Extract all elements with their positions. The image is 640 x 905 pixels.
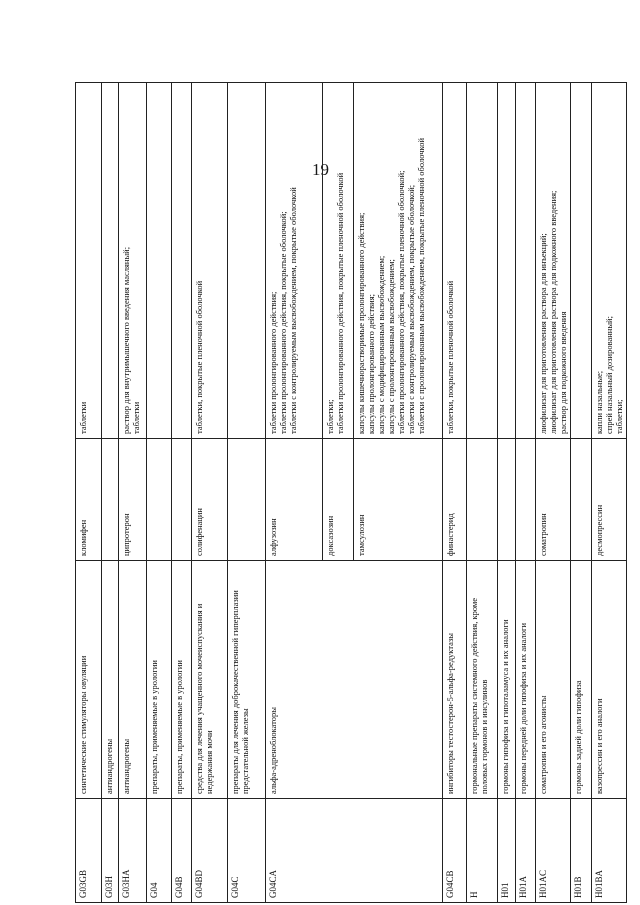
group-cell: [266, 561, 443, 799]
group-name: синтетические стимуляторы овуляции: [78, 655, 88, 794]
dosage-form: спрей назальный дозированный;: [604, 316, 614, 434]
inn-cell: [76, 439, 102, 561]
atc-code: G04: [149, 882, 159, 898]
group-name: вазопрессин и его аналоги: [594, 698, 604, 794]
table-row: [228, 83, 266, 903]
group-name: альфа-адреноблокаторы: [268, 707, 278, 794]
forms-cell: [119, 83, 147, 439]
atc-code-cell: [571, 799, 592, 903]
group-cell: [592, 561, 627, 799]
table-row: [592, 83, 627, 903]
inn-cell: [266, 439, 443, 561]
forms-subcell: [266, 83, 323, 438]
dosage-form: таблетки с контролируемым высвобождением, покрытые оболочкой;: [406, 184, 416, 434]
table-row: [571, 83, 592, 903]
dosage-form: таблетки пролонгированного действия, покрытые пленочной оболочкой;: [396, 170, 406, 434]
group-name: средства для лечения учащенного мочеиспускания и недержания мочи: [194, 603, 214, 794]
group-cell: [516, 561, 536, 799]
dosage-form: лиофилизат для приготовления раствора для инъекций;: [538, 233, 548, 434]
forms-cell: [192, 83, 228, 439]
inn-cell: [571, 439, 592, 561]
atc-code: H01B: [573, 876, 583, 898]
inn-name: ципротерон: [121, 513, 131, 556]
inn-cell: [119, 439, 147, 561]
group-cell: [192, 561, 228, 799]
table-row: [147, 83, 172, 903]
group-name: препараты для лечения доброкачественной гиперплазии предстательной железы: [230, 590, 250, 794]
forms-cell: [498, 83, 516, 439]
group-name: антиандрогены: [104, 738, 114, 794]
inn-name: доксазозин: [325, 515, 335, 556]
table-row: [172, 83, 192, 903]
dosage-form: таблетки пролонгированного действия, покрытые пленочной оболочкой: [335, 172, 345, 434]
atc-code-cell: [516, 799, 536, 903]
atc-code: G03GB: [78, 869, 88, 898]
inn-cell: [228, 439, 266, 561]
inn-subcell: [266, 439, 323, 560]
atc-code: G04BD: [194, 869, 204, 898]
group-cell: [467, 561, 498, 799]
atc-code: H01A: [518, 876, 528, 898]
dosage-form: капли назальные;: [594, 370, 604, 434]
atc-code-cell: [467, 799, 498, 903]
table-row: [536, 83, 571, 903]
table-row: [192, 83, 228, 903]
group-cell: [536, 561, 571, 799]
group-name: соматропин и его агонисты: [538, 695, 548, 794]
dosage-form: капсулы с пролонгированным высвобождением;: [386, 259, 396, 434]
dosage-form: раствор для внутримышечного введения масляный;: [121, 246, 131, 434]
inn-name: алфузозин: [268, 518, 278, 556]
atc-code-cell: [172, 799, 192, 903]
atc-code: H01AC: [538, 869, 548, 898]
inn-name: солифенацин: [194, 508, 204, 556]
group-name: гормоны гипофиза и гипоталамуса и их аналоги: [500, 619, 510, 794]
atc-code-cell: [443, 799, 467, 903]
inn-cell: [192, 439, 228, 561]
table-row: [102, 83, 119, 903]
group-cell: [147, 561, 172, 799]
forms-cell: [592, 83, 627, 439]
inn-name: десмопрессин: [594, 504, 604, 556]
table-row: [266, 83, 443, 903]
table-row: [76, 83, 102, 903]
dosage-form: таблетки пролонгированного действия, покрытые оболочкой;: [278, 211, 288, 434]
forms-cell: [536, 83, 571, 439]
table-row: [516, 83, 536, 903]
group-cell: [102, 561, 119, 799]
atc-code: G04CB: [445, 870, 455, 898]
group-cell: [228, 561, 266, 799]
forms-cell: [467, 83, 498, 439]
inn-subcell: [354, 439, 442, 560]
table-row: [498, 83, 516, 903]
group-name: гормональные препараты системного действия, кроме половых гормонов и инсулинов: [469, 597, 489, 794]
inn-cell: [467, 439, 498, 561]
dosage-form: раствор для подкожного введения: [558, 311, 568, 434]
group-cell: [498, 561, 516, 799]
atc-code: H01BA: [594, 869, 604, 898]
forms-cell: [228, 83, 266, 439]
dosage-form: таблетки, покрытые пленочной оболочкой: [445, 280, 455, 434]
inn-cell: [147, 439, 172, 561]
page-number: 19: [312, 160, 329, 179]
dosage-form: капсулы пролонгированного действия;: [366, 294, 376, 434]
inn-name: финастерид: [445, 513, 455, 556]
group-cell: [571, 561, 592, 799]
group-name: препараты, применяемые в урологии: [149, 660, 159, 794]
rotated-table: [75, 83, 624, 903]
atc-code-cell: [76, 799, 102, 903]
group-name: антиандрогены: [121, 738, 131, 794]
group-name: ингибиторы тестостерон-5-альфа-редуктазы: [445, 633, 455, 794]
atc-code-cell: [147, 799, 172, 903]
forms-cell: [266, 83, 443, 439]
group-cell: [119, 561, 147, 799]
group-name: препараты, применяемые в урологии: [174, 660, 184, 794]
dosage-form: таблетки пролонгированного действия;: [268, 291, 278, 434]
dosage-form: лиофилизат для приготовления раствора для подкожного введения;: [548, 190, 558, 434]
forms-subcell: [354, 83, 442, 438]
inn-cell: [536, 439, 571, 561]
atc-code-cell: [498, 799, 516, 903]
dosage-form: таблетки;: [325, 399, 335, 434]
dosage-form: таблетки с контролируемым высвобождением, покрытые оболочкой: [288, 187, 298, 434]
atc-code-cell: [228, 799, 266, 903]
forms-cell: [147, 83, 172, 439]
atc-code-cell: [192, 799, 228, 903]
atc-code-cell: [592, 799, 627, 903]
table-row: [443, 83, 467, 903]
table-row: [119, 83, 147, 903]
inn-cell: [443, 439, 467, 561]
forms-cell: [102, 83, 119, 439]
dosage-form: таблетки, покрытые пленочной оболочкой: [194, 280, 204, 434]
forms-cell: [516, 83, 536, 439]
inn-cell: [516, 439, 536, 561]
dosage-form: капсулы кишечнорастворимые пролонгированного действия;: [356, 212, 366, 434]
group-cell: [76, 561, 102, 799]
inn-name: соматропин: [538, 513, 548, 556]
table-row: [467, 83, 498, 903]
forms-cell: [76, 83, 102, 439]
atc-code: H: [469, 891, 479, 898]
atc-code: G04B: [174, 876, 184, 898]
dosage-form: таблетки;: [614, 399, 624, 434]
atc-code: G03H: [104, 876, 114, 898]
inn-cell: [172, 439, 192, 561]
atc-code: G04C: [230, 876, 240, 898]
atc-code: G04CA: [268, 869, 278, 898]
inn-cell: [592, 439, 627, 561]
dosage-form: капсулы с модифицированным высвобождением;: [376, 255, 386, 434]
group-name: гормоны задней доли гипофиза: [573, 680, 583, 794]
forms-cell: [443, 83, 467, 439]
dosage-form: таблетки: [131, 401, 141, 434]
dosage-form: таблетки: [78, 401, 88, 434]
inn-subcell: [323, 439, 354, 560]
forms-cell: [571, 83, 592, 439]
inn-name: кломифен: [78, 519, 88, 556]
inn-name: тамсулозин: [356, 514, 366, 556]
inn-cell: [498, 439, 516, 561]
atc-code-cell: [266, 799, 443, 903]
drug-table: [75, 82, 627, 903]
forms-cell: [172, 83, 192, 439]
inn-cell: [102, 439, 119, 561]
atc-code-cell: [536, 799, 571, 903]
atc-code-cell: [102, 799, 119, 903]
group-cell: [172, 561, 192, 799]
atc-code: G03HA: [121, 869, 131, 898]
dosage-form: таблетки с пролонгированным высвобождением, покрытые пленочной оболочкой: [416, 137, 426, 434]
atc-code: H01: [500, 882, 510, 898]
atc-code-cell: [119, 799, 147, 903]
forms-subcell: [323, 83, 354, 438]
rotated-table-frame: [75, 83, 624, 903]
group-name: гормоны передней доли гипофиза и их аналоги: [518, 622, 528, 794]
group-cell: [443, 561, 467, 799]
